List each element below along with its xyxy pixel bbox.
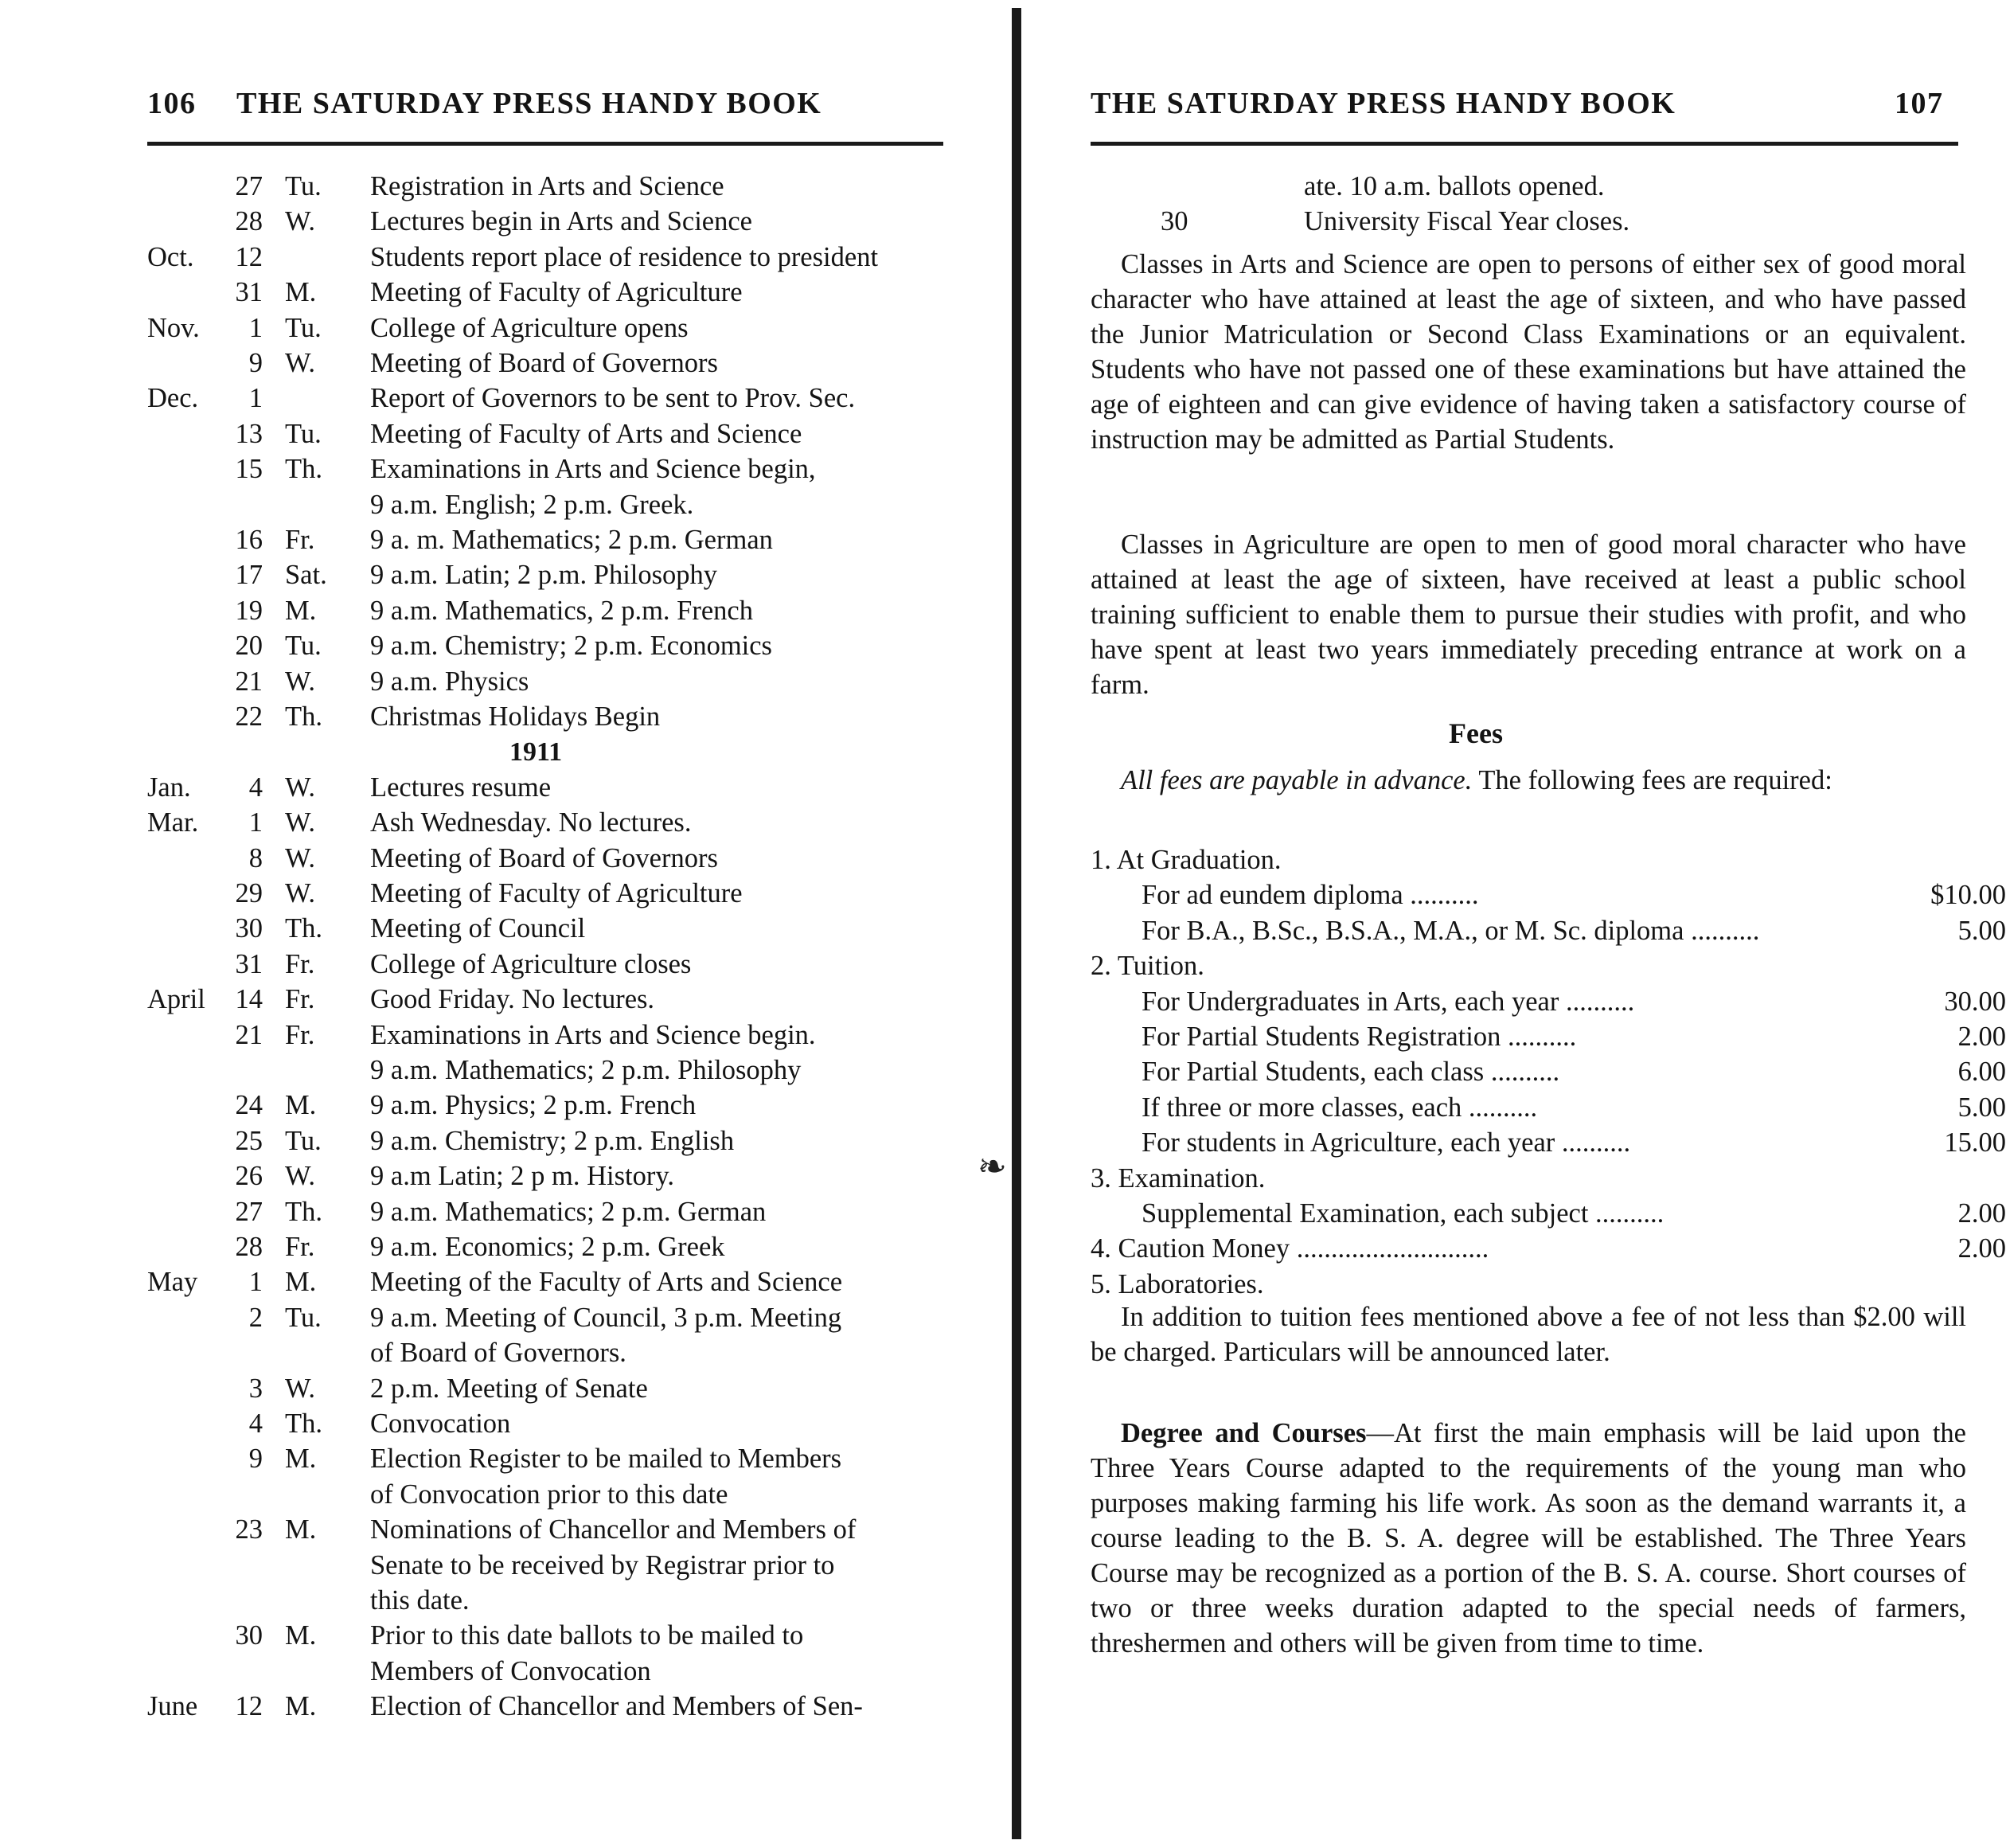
year-heading: 1911 <box>509 737 563 768</box>
entry-text: Lectures resume <box>370 772 552 803</box>
right-page <box>1035 0 2006 1848</box>
entry-text: Meeting of the Faculty of Arts and Science <box>370 1267 843 1298</box>
entry-weekday: Th. <box>285 1408 322 1439</box>
entry-day: 3 <box>248 1373 263 1404</box>
entry-text: 9 a.m. Latin; 2 p.m. Philosophy <box>370 560 718 591</box>
entry-weekday: Fr. <box>285 1232 315 1262</box>
entry-text: Students report place of residence to president <box>370 241 879 272</box>
fee-section <box>1091 1161 2006 1196</box>
leader-dots: .......... <box>1462 1092 1538 1123</box>
fee-section <box>1091 948 2006 983</box>
page-gutter <box>1012 8 1021 1839</box>
entry-text: Convocation <box>370 1408 511 1439</box>
entry-text: Good Friday. No lectures. <box>370 984 655 1015</box>
entry-text: 9 a.m. Chemistry; 2 p.m. Economics <box>370 631 772 662</box>
leader-dots: .......... <box>1559 986 1635 1017</box>
entry-day: 14 <box>235 984 263 1015</box>
entry-text: College of Agriculture opens <box>370 312 689 343</box>
entry-month: April <box>147 984 205 1015</box>
leader-dots: .......... <box>1403 880 1479 911</box>
entry-text: Lectures begin in Arts and Science <box>370 206 752 237</box>
entry-day: 21 <box>235 1019 263 1050</box>
entry-text: 9 a.m. Physics; 2 p.m. French <box>370 1090 697 1121</box>
entry-day: 24 <box>235 1090 263 1121</box>
entry-text: Meeting of Council <box>370 913 586 944</box>
entry-text: 9 a.m. Mathematics; 2 p.m. Philosophy <box>370 1054 802 1085</box>
fee-section-title: 5. Laboratories. <box>1091 1268 1264 1299</box>
entry-day: 30 <box>235 1620 263 1651</box>
entry-weekday: M. <box>285 1090 317 1121</box>
entry-text: 9 a.m. Meeting of Council, 3 p.m. Meeting <box>370 1302 842 1333</box>
left-running-head: THE SATURDAY PRESS HANDY BOOK <box>236 87 822 120</box>
entry-weekday: M. <box>285 1514 317 1545</box>
fee-item-label: For students in Agriculture, each year <box>1142 1127 1555 1158</box>
entry-text: Meeting of Faculty of Agriculture <box>370 277 743 308</box>
fee-amount: 6.00 <box>1957 1057 2006 1088</box>
entry-day: 29 <box>235 878 263 908</box>
fee-item-label: If three or more classes, each <box>1142 1092 1462 1123</box>
fee-section-title: 2. Tuition. <box>1091 951 1204 982</box>
paragraph-arts-admission: Classes in Arts and Science are open to persons of either sex of good moral character who have attained at least the age of sixteen, and who have passed the Junior Matriculation or Second Class Examinations or an equivalent. Students who have not passed one of these examinations but have attained the age of eighteen and can give evidence of having taken a satisfactory course of instruction may be admitted as Partial Students. <box>1091 249 1966 455</box>
entry-text: of Board of Governors. <box>370 1338 626 1369</box>
fee-item <box>1142 1125 2006 1160</box>
fee-item <box>1142 913 2006 948</box>
paragraph-laboratory-fee: In addition to tuition fees mentioned above a fee of not less than $2.00 will be charged. Particulars will be announced later. <box>1091 1302 1966 1367</box>
entry-text: Prior to this date ballots to be mailed to <box>370 1620 804 1651</box>
entry-weekday: Tu. <box>285 312 322 343</box>
entry-text: Meeting of Faculty of Agriculture <box>370 878 743 908</box>
entry-weekday: Th. <box>285 1196 322 1227</box>
entry-day: 16 <box>235 525 263 555</box>
entry-weekday: W. <box>285 1161 316 1192</box>
entry-text: College of Agriculture closes <box>370 948 692 979</box>
entry-day: 1 <box>248 807 263 838</box>
entry-text: Meeting of Board of Governors <box>370 842 718 873</box>
fee-amount: 5.00 <box>1957 1092 2006 1123</box>
entry-day: 22 <box>235 701 263 732</box>
entry-day: 27 <box>235 171 263 201</box>
fees-heading: Fees <box>1449 717 1503 749</box>
entry-weekday: Fr. <box>285 948 315 979</box>
entry-weekday: W. <box>285 348 316 378</box>
fee-item <box>1142 1054 2006 1089</box>
entry-text: Registration in Arts and Science <box>370 171 724 201</box>
entry-weekday: Fr. <box>285 525 315 555</box>
entry-day: 19 <box>235 595 263 626</box>
left-header-rule <box>147 142 943 146</box>
entry-day: 28 <box>235 206 263 237</box>
entry-weekday: M. <box>285 1444 317 1475</box>
entry-weekday: Th. <box>285 454 322 485</box>
entry-month: Mar. <box>147 807 199 838</box>
right-running-head: THE SATURDAY PRESS HANDY BOOK <box>1091 87 1676 120</box>
fees-intro <box>1091 763 1966 798</box>
fee-section <box>1091 842 2006 877</box>
entry-day: 17 <box>235 560 263 591</box>
entry-text: Examinations in Arts and Science begin. <box>370 1019 816 1050</box>
fee-item <box>1142 1019 2006 1054</box>
degree-text: —At first the main emphasis will be laid upon the Three Years Course adapted to the requirements of the young man who purposes making farming his life work. As soon as the demand warrants it, a course leading to the B. S. A. degree will be established. The Three Years Course may be recognized as a portion of the B. S. A. course. Short courses of two or three weeks duration adapted to the special needs of farmers, threshermen and others will be given from time to time. <box>1091 1418 1966 1659</box>
entry-text: 9 a.m. Physics <box>370 666 529 697</box>
fee-item <box>1142 1090 2006 1125</box>
entry-day: 15 <box>235 454 263 485</box>
fee-section <box>1091 1231 2006 1266</box>
entry-weekday: Th. <box>285 913 322 944</box>
entry-day: 13 <box>235 418 263 449</box>
fee-amount: 30.00 <box>1944 986 2006 1017</box>
entry-text: Meeting of Faculty of Arts and Science <box>370 418 802 449</box>
entry-day: 23 <box>235 1514 263 1545</box>
entry-weekday: M. <box>285 595 317 626</box>
fee-section-title: 3. Examination. <box>1091 1162 1266 1194</box>
fee-item <box>1142 877 2006 912</box>
entry-day: 9 <box>248 1444 263 1475</box>
paragraph-degree-courses <box>1091 1416 1966 1661</box>
fee-amount: 5.00 <box>1957 915 2006 946</box>
entry-day: 1 <box>248 383 263 414</box>
entry-text: of Convocation prior to this date <box>370 1479 728 1510</box>
fee-item-label: Supplemental Examination, each subject <box>1142 1198 1589 1229</box>
entry-text: 9 a. m. Mathematics; 2 p.m. German <box>370 525 773 555</box>
entry-text: Ash Wednesday. No lectures. <box>370 807 692 838</box>
entry-text: Election of Chancellor and Members of Sen- <box>370 1691 863 1722</box>
entry-month: Jan. <box>147 772 191 803</box>
entry-weekday: M. <box>285 1620 317 1651</box>
leader-dots: .......... <box>1501 1022 1577 1052</box>
entry-month: Dec. <box>147 383 199 414</box>
entry-month: June <box>147 1691 198 1722</box>
entry-day: 28 <box>235 1232 263 1262</box>
entry-weekday: Tu. <box>285 418 322 449</box>
fee-section <box>1091 1267 2006 1302</box>
entry-weekday: Th. <box>285 701 322 732</box>
entry-day: 1 <box>248 1267 263 1298</box>
entry-month: Nov. <box>147 312 200 343</box>
fee-item-label: For ad eundem diploma <box>1142 880 1403 911</box>
entry-weekday: Tu. <box>285 171 322 201</box>
fees-intro-rest: The following fees are required: <box>1472 765 1832 795</box>
entry-day: 30 <box>235 913 263 944</box>
fees-intro-italic: All fees are payable in advance. <box>1121 765 1473 795</box>
fiscal-text: University Fiscal Year closes. <box>1304 206 1630 236</box>
entry-text: Election Register to be mailed to Members <box>370 1444 842 1475</box>
entry-day: 25 <box>235 1125 263 1156</box>
entry-weekday: W. <box>285 878 316 908</box>
left-page <box>0 0 999 1848</box>
paragraph-agriculture-admission: Classes in Agriculture are open to men of good moral character who have attained at least the age of sixteen, have received at least a public school training sufficient to enable them to pursue their studies with profit, and who have spent at least two years immediately preceding entrance at work on a farm. <box>1091 529 1966 700</box>
fee-item-label: For Partial Students Registration <box>1142 1022 1501 1052</box>
entry-day: 21 <box>235 666 263 697</box>
entry-day: 12 <box>235 241 263 272</box>
entry-text: Nominations of Chancellor and Members of <box>370 1514 857 1545</box>
leader-dots: .......... <box>1588 1198 1665 1229</box>
entry-weekday: Fr. <box>285 984 315 1015</box>
entry-weekday: W. <box>285 807 316 838</box>
entry-weekday: W. <box>285 666 316 697</box>
fee-item-label: For Undergraduates in Arts, each year <box>1142 986 1559 1017</box>
entry-weekday: W. <box>285 1373 316 1404</box>
entry-weekday: Tu. <box>285 631 322 662</box>
leader-dots: ............................ <box>1290 1233 1489 1264</box>
entry-day: 8 <box>248 842 263 873</box>
entry-text: this date. <box>370 1584 470 1616</box>
entry-day: 4 <box>248 1408 263 1439</box>
entry-day: 4 <box>248 772 263 803</box>
left-page-number: 106 <box>147 87 197 120</box>
degree-lead: Degree and Courses <box>1121 1418 1367 1448</box>
entry-weekday: Tu. <box>285 1125 322 1156</box>
entry-day: 12 <box>235 1691 263 1722</box>
entry-day: 9 <box>248 348 263 378</box>
leader-dots: .......... <box>1484 1057 1560 1088</box>
entry-text: Christmas Holidays Begin <box>370 701 661 732</box>
entry-text: 2 p.m. Meeting of Senate <box>370 1373 648 1404</box>
entry-weekday: W. <box>285 772 316 803</box>
entry-weekday: Fr. <box>285 1019 315 1050</box>
entry-text: 9 a.m. Mathematics, 2 p.m. French <box>370 595 753 626</box>
entry-day: 2 <box>248 1302 263 1333</box>
entry-weekday: M. <box>285 1691 317 1722</box>
entry-text: 9 a.m. Economics; 2 p.m. Greek <box>370 1232 725 1262</box>
right-page-number: 107 <box>1895 87 1944 120</box>
fee-item-label: For Partial Students, each class <box>1142 1057 1485 1088</box>
entry-text: 9 a.m Latin; 2 p m. History. <box>370 1161 675 1192</box>
entry-day: 31 <box>235 948 263 979</box>
entry-weekday: W. <box>285 206 316 237</box>
fee-section-title: 4. Caution Money <box>1091 1233 1290 1264</box>
entry-text: Examinations in Arts and Science begin, <box>370 454 816 485</box>
fiscal-day: 30 <box>1161 206 1188 236</box>
gutter-smudge: ❧ <box>978 1147 1007 1186</box>
entry-text: 9 a.m. English; 2 p.m. Greek. <box>370 489 694 520</box>
entry-day: 31 <box>235 277 263 308</box>
entry-weekday: M. <box>285 277 317 308</box>
fee-section-title: 1. At Graduation. <box>1091 845 1282 875</box>
entry-month: May <box>147 1267 198 1298</box>
fee-amount: 15.00 <box>1944 1127 2006 1158</box>
entry-weekday: M. <box>285 1267 317 1298</box>
entry-text: Report of Governors to be sent to Prov. Sec. <box>370 383 856 414</box>
entry-weekday: Tu. <box>285 1302 322 1333</box>
entry-weekday: Sat. <box>285 560 327 591</box>
fee-item <box>1142 1196 2006 1231</box>
entry-day: 1 <box>248 312 263 343</box>
continued-entry: ate. 10 a.m. ballots opened. <box>1304 171 1605 201</box>
entry-text: Members of Convocation <box>370 1655 651 1686</box>
entry-day: 27 <box>235 1196 263 1227</box>
entry-text: 9 a.m. Mathematics; 2 p.m. German <box>370 1196 767 1227</box>
entry-text: 9 a.m. Chemistry; 2 p.m. English <box>370 1125 735 1156</box>
entry-text: Meeting of Board of Governors <box>370 348 718 378</box>
leader-dots: .......... <box>1684 915 1760 946</box>
entry-text: Senate to be received by Registrar prior to <box>370 1549 835 1580</box>
fee-item-label: For B.A., B.Sc., B.S.A., M.A., or M. Sc. diploma <box>1142 915 1684 946</box>
entry-weekday: W. <box>285 842 316 873</box>
leader-dots: .......... <box>1555 1127 1631 1158</box>
entry-day: 26 <box>235 1161 263 1192</box>
fee-amount: 2.00 <box>1957 1022 2006 1052</box>
fee-item <box>1142 984 2006 1019</box>
fee-amount: 2.00 <box>1957 1233 2006 1264</box>
fee-amount: $10.00 <box>1930 880 2006 911</box>
right-header-rule <box>1091 142 1958 146</box>
fee-amount: 2.00 <box>1957 1198 2006 1229</box>
entry-day: 20 <box>235 631 263 662</box>
entry-month: Oct. <box>147 241 194 272</box>
